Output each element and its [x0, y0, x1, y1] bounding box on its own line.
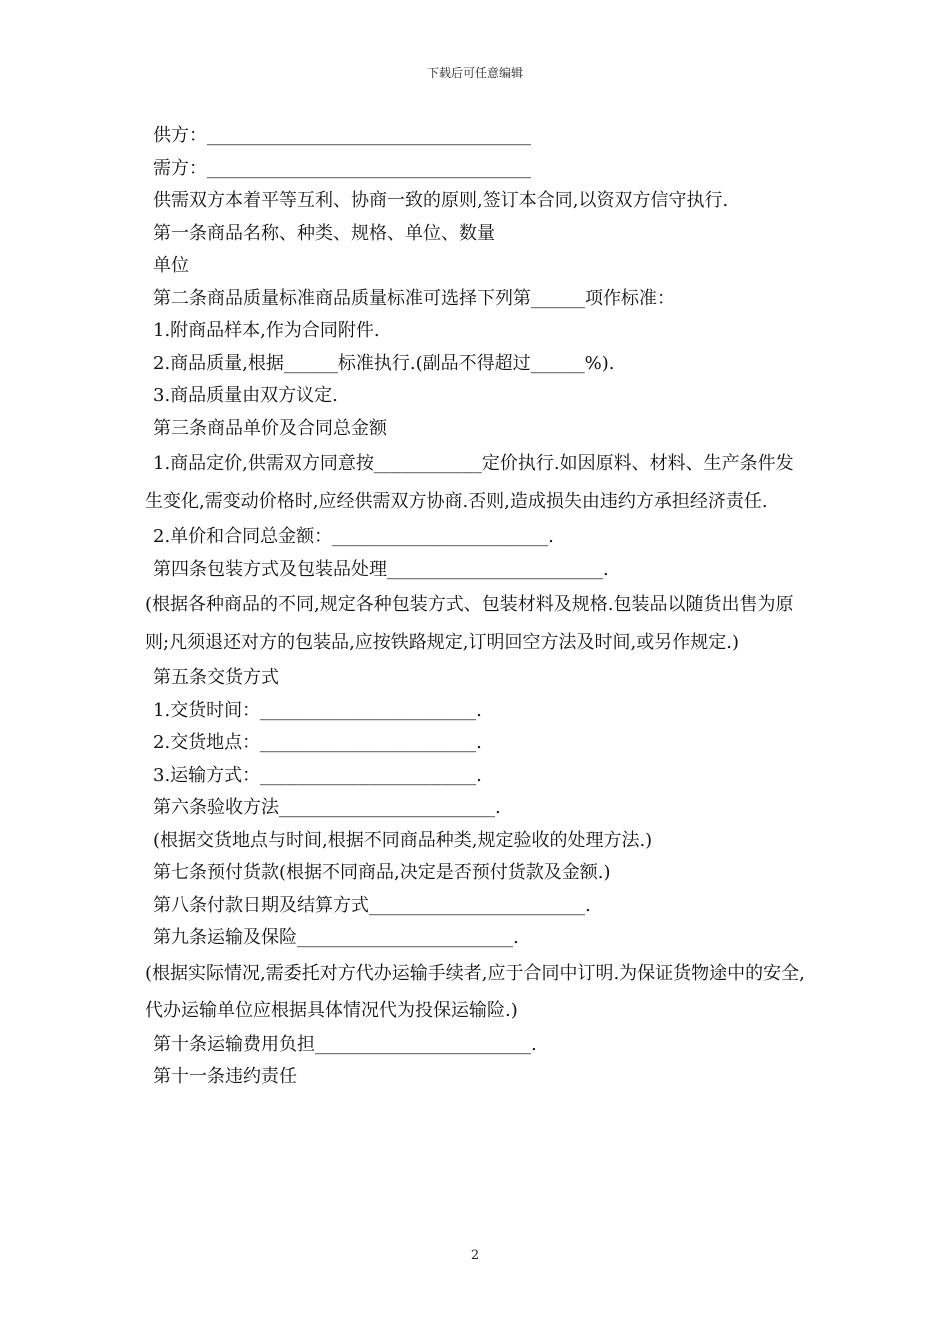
article-9-note: (根据实际情况,需委托对方代办运输手续者,应于合同中订明.为保证货物途中的安全,代办运输单位应根据具体情况代为投保运输险.)	[145, 962, 805, 1021]
unit-line: 单位	[153, 255, 189, 276]
article-5-item-3: 3.运输方式：________________________.	[153, 764, 482, 786]
article-6-note: (根据交货地点与时间,根据不同商品种类,规定验收的处理方法.)	[153, 829, 653, 851]
article-2-item-1: 1.附商品样本,作为合同附件.	[153, 320, 380, 341]
intro-line: 供需双方本着平等互利、协商一致的原则,签订本合同,以资双方信守执行.	[153, 190, 729, 211]
article-6-title: 第六条验收方法________________________.	[153, 797, 501, 818]
article-7-title: 第七条预付货款(根据不同商品,决定是否预付货款及金额.)	[153, 862, 611, 883]
document-body	[145, 120, 807, 1094]
article-5-item-1: 1.交货时间：________________________.	[153, 699, 482, 721]
article-2-item-3: 3.商品质量由双方议定.	[153, 385, 338, 406]
article-9-title: 第九条运输及保险________________________.	[153, 927, 519, 948]
supplier-line: 供方：____________________________________	[153, 125, 531, 146]
article-2-item-2: 2.商品质量,根据______标准执行.(副品不得超过______%).	[153, 352, 615, 374]
article-2-title: 第二条商品质量标准商品质量标准可选择下列第______项作标准：	[153, 287, 675, 309]
article-8-title: 第八条付款日期及结算方式________________________.	[153, 894, 591, 916]
article-5-item-2: 2.交货地点：________________________.	[153, 732, 482, 753]
article-4-title: 第四条包装方式及包装品处理________________________.	[153, 558, 609, 580]
article-3-item-2: 2.单价和合同总金额：________________________.	[153, 526, 554, 547]
article-5-title: 第五条交货方式	[153, 667, 279, 688]
article-3-item-1: 1.商品定价,供需双方同意按____________定价执行.如因原料、材料、生产条件发生变化,需变动价格时,应经供需双方协商.否则,造成损失由违约方承担经济责任.	[145, 453, 794, 512]
article-11-title: 第十一条违约责任	[153, 1066, 297, 1087]
article-10-title: 第十条运输费用负担________________________.	[153, 1033, 537, 1055]
page-number: 2	[470, 1248, 480, 1263]
article-4-note: (根据各种商品的不同,规定各种包装方式、包装材料及规格.包装品以随货出售为原则;凡须退还对方的包装品,应按铁路规定,订明回空方法及时间,或另作规定.)	[145, 594, 794, 653]
page-header: 下载后可任意编辑	[426, 66, 523, 80]
article-3-title: 第三条商品单价及合同总金额	[153, 417, 387, 439]
buyer-line: 需方：____________________________________	[153, 157, 531, 179]
article-1-title: 第一条商品名称、种类、规格、单位、数量	[153, 222, 495, 244]
